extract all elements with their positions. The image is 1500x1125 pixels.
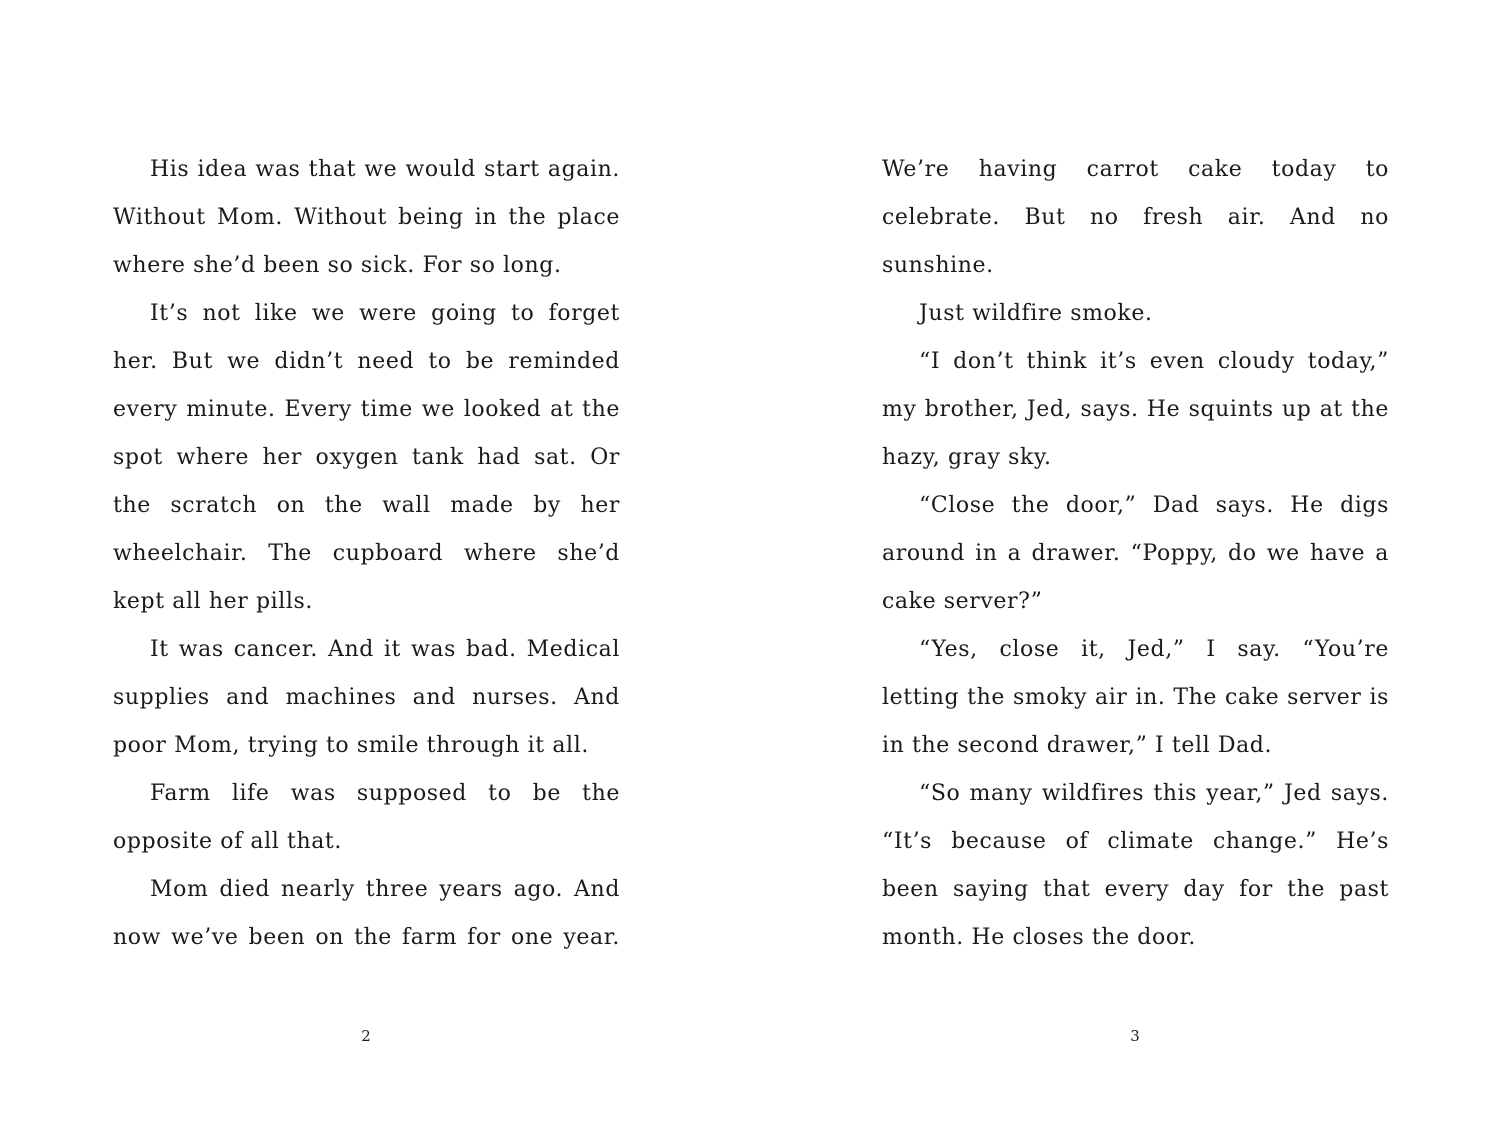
page-number: 2 (361, 1027, 371, 1045)
paragraph: His idea was that we would start again. Without Mom. Without being in the place where she’d been so sick. For so long. (113, 157, 620, 278)
paragraph: “Close the door,” Dad says. He digs around in a drawer. “Poppy, do we have a cake server?” (882, 493, 1389, 614)
paragraph: “I don’t think it’s even cloudy today,” my brother, Jed, says. He squints up at the hazy, gray sky. (882, 349, 1389, 470)
paragraph: Just wildfire smoke. (919, 301, 1153, 326)
paragraph: “So many wildfires this year,” Jed says. “It’s because of climate change.” He’s been saying that every day for the past month. He closes the door. (882, 781, 1389, 950)
page-number: 3 (1130, 1027, 1140, 1045)
paragraph: Farm life was supposed to be the opposite of all that. (113, 781, 620, 854)
paragraph: “Yes, close it, Jed,” I say. “You’re letting the smoky air in. The cake server is in the second drawer,” I tell Dad. (882, 637, 1389, 758)
paragraph: Mom died nearly three years ago. And now we’ve been on the farm for one year. (113, 877, 620, 950)
paragraph-continued: We’re having carrot cake today to celebrate. But no fresh air. And no sunshine. (882, 157, 1389, 278)
left-page-text (113, 146, 620, 962)
right-page (750, 0, 1500, 1125)
paragraph: It was cancer. And it was bad. Medical supplies and machines and nurses. And poor Mom, trying to smile through it all. (113, 637, 620, 758)
paragraph: It’s not like we were going to forget her. But we didn’t need to be reminded every minute. Every time we looked at the spot where her oxygen tank had sat. Or the scratch on the wall made by her wheelchair. The cupboard where she’d kept all her pills. (113, 301, 620, 614)
right-page-text (882, 146, 1389, 962)
